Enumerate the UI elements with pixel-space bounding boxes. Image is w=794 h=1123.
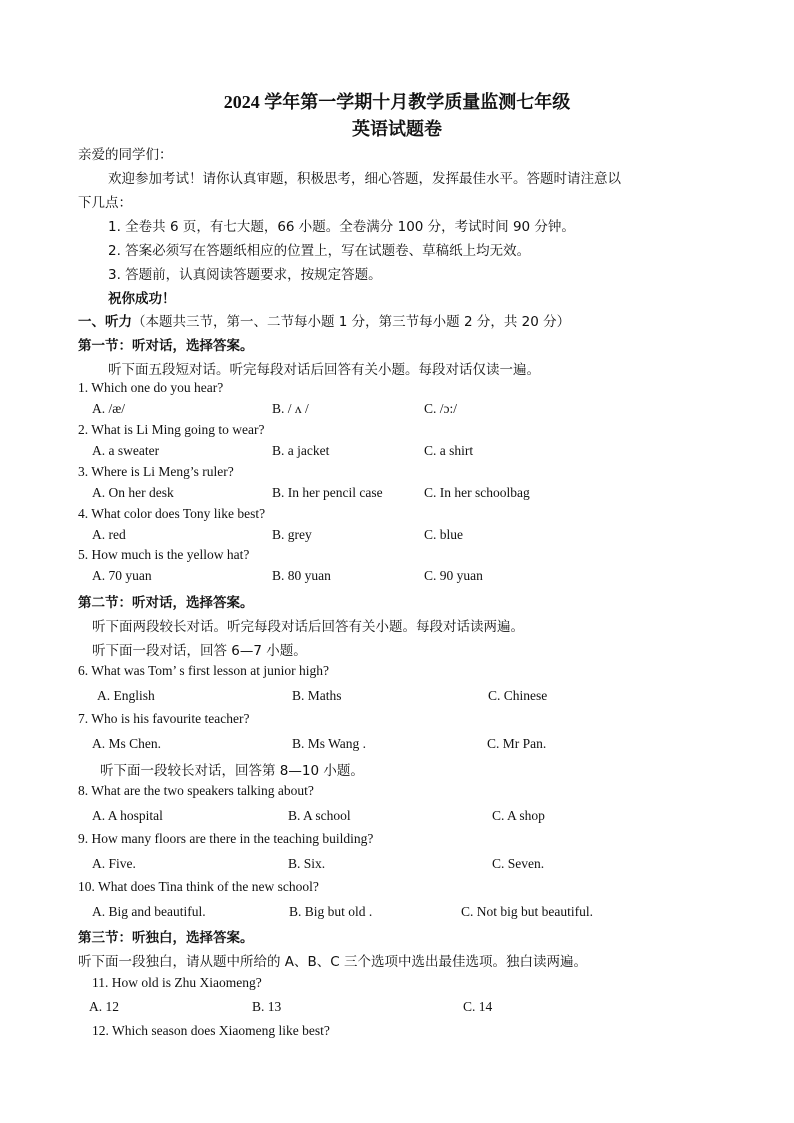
q11-option-b: B. 13 [252,999,282,1014]
question-9: 9. How many floors are there in the teaching building? [78,831,374,846]
q6-option-c: C. Chinese [488,688,548,703]
q1-option-a: A. /æ/ [92,401,126,416]
q1-option-b: B. / ʌ / [272,401,309,416]
section3-heading: 第三节：听独白，选择答案。 [78,930,254,946]
q9-option-c: C. Seven. [492,856,545,871]
question-2: 2. What is Li Ming going to wear? [78,422,265,437]
q1-option-c: C. /ɔ:/ [424,401,457,416]
question-4: 4. What color does Tony like best? [78,506,266,521]
q7-option-a: A. Ms Chen. [92,736,162,751]
good-luck-wish: 祝你成功！ [108,291,176,307]
q5-option-c: C. 90 yuan [424,568,483,583]
exam-subtitle: 英语试题卷 [352,119,442,139]
q4-option-a: A. red [92,527,126,542]
question-12: 12. Which season does Xiaomeng like best? [92,1023,330,1038]
question-7: 7. Who is his favourite teacher? [78,711,250,726]
question-3: 3. Where is Li Meng’s ruler? [78,464,234,479]
question-6: 6. What was Tom’ s first lesson at junior high? [78,663,330,678]
q10-option-c: C. Not big but beautiful. [461,904,593,919]
exam-note-3: 3. 答题前，认真阅读答题要求，按规定答题。 [108,267,382,283]
q4-option-c: C. blue [424,527,463,542]
section2-sub-instruction-1: 听下面一段对话，回答 6—7 小题。 [92,643,307,659]
q7-option-c: C. Mr Pan. [487,736,547,751]
q2-option-c: C. a shirt [424,443,474,458]
q8-option-c: C. A shop [492,808,545,823]
part1-heading-rest: （本题共三节，第一、二节每小题 1 分，第三节每小题 2 分，共 20 分） [132,314,571,330]
q10-option-a: A. Big and beautiful. [92,904,206,919]
q4-option-b: B. grey [272,527,312,542]
q7-option-b: B. Ms Wang . [292,736,367,751]
q6-option-b: B. Maths [292,688,342,703]
section1-instruction: 听下面五段短对话。听完每段对话后回答有关小题。每段对话仅读一遍。 [108,362,540,378]
q9-option-b: B. Six. [288,856,326,871]
section1-heading: 第一节：听对话，选择答案。 [78,338,254,354]
q10-option-b: B. Big but old . [289,904,373,919]
q5-option-b: B. 80 yuan [272,568,331,583]
q2-option-b: B. a jacket [272,443,330,458]
q2-option-a: A. a sweater [92,443,160,458]
greeting: 亲爱的同学们： [78,147,173,163]
q9-option-a: A. Five. [92,856,136,871]
section2-instruction: 听下面两段较长对话。听完每段对话后回答有关小题。每段对话读两遍。 [92,619,524,635]
q3-option-b: B. In her pencil case [272,485,383,500]
q8-option-a: A. A hospital [92,808,163,823]
welcome-line-1: 欢迎参加考试！请你认真审题，积极思考，细心答题，发挥最佳水平。答题时请注意以 [108,171,621,187]
question-8: 8. What are the two speakers talking about? [78,783,314,798]
section3-instruction: 听下面一段独白，请从题中所给的 A、B、C 三个选项中选出最佳选项。独白读两遍。 [78,954,588,970]
welcome-line-2: 下几点： [78,195,132,211]
exam-note-1: 1. 全卷共 6 页，有七大题，66 小题。全卷满分 100 分，考试时间 90 分钟。 [108,219,575,235]
question-10: 10. What does Tina think of the new school? [78,879,319,894]
section2-heading: 第二节：听对话，选择答案。 [78,595,254,611]
q8-option-b: B. A school [288,808,351,823]
q6-option-a: A. English [97,688,155,703]
question-11: 11. How old is Zhu Xiaomeng? [92,975,262,990]
exam-note-2: 2. 答案必须写在答题纸相应的位置上，写在试题卷、草稿纸上均无效。 [108,243,531,259]
q11-option-a: A. 12 [89,999,119,1014]
section2-sub-instruction-2: 听下面一段较长对话，回答第 8—10 小题。 [100,763,364,779]
part1-heading: 一、听力（本题共三节，第一、二节每小题 1 分，第三节每小题 2 分，共 20 分） [78,314,571,330]
q3-option-a: A. On her desk [92,485,174,500]
question-5: 5. How much is the yellow hat? [78,547,250,562]
q11-option-c: C. 14 [463,999,493,1014]
question-1: 1. Which one do you hear? [78,380,224,395]
q3-option-c: C. In her schoolbag [424,485,530,500]
exam-title: 2024 学年第一学期十月教学质量监测七年级 [223,92,571,112]
q5-option-a: A. 70 yuan [92,568,152,583]
